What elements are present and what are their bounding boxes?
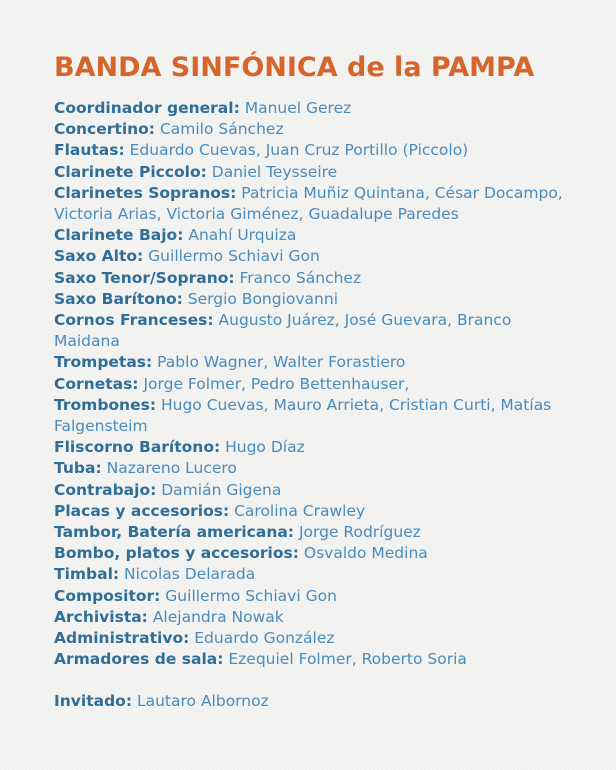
member-names: Lautaro Albornoz [136,692,269,711]
roster-entry [54,522,576,543]
member-names: Jorge Rodríguez [298,523,421,542]
roster-entry [54,564,576,585]
roster-entry [54,374,576,395]
roster-entry [54,437,576,458]
roster-entry [54,289,576,310]
role-label: Compositor: [54,586,161,605]
role-label: Invitado: [54,692,133,711]
role-label: Saxo Barítono: [54,289,183,308]
roster-entry [54,543,576,564]
member-names: Carolina Crawley [234,501,366,520]
role-label: Tambor, Batería americana: [54,523,295,542]
role-label: Tuba: [54,459,102,478]
role-label: Timbal: [54,565,120,584]
role-label: Cornos Franceses: [54,311,214,330]
member-names: Sergio Bongiovanni [187,289,339,308]
roster-entry [54,162,576,183]
role-label: Administrativo: [54,629,190,648]
role-label: Clarinete Bajo: [54,226,184,245]
roster-entry [54,119,576,140]
roster-entry [54,607,576,628]
spacer [54,670,576,691]
role-label: Flautas: [54,141,125,160]
member-names: Eduardo González [194,629,335,648]
member-names: Ezequiel Folmer, Roberto Soria [228,650,467,669]
member-names: Franco Sánchez [239,268,362,287]
roster-entry [54,246,576,267]
roster-list [54,98,576,713]
role-label: Trompetas: [54,353,153,372]
role-label: Coordinador general: [54,99,240,117]
guest-entry [54,691,576,712]
member-names: Anahí Urquiza [188,226,297,245]
roster-entry [54,480,576,501]
member-names: Eduardo Cuevas, Juan Cruz Portillo (Piccolo) [129,141,469,160]
role-label: Clarinete Piccolo: [54,162,207,181]
roster-entry [54,183,576,225]
roster-entry [54,649,576,670]
roster-entry [54,586,576,607]
page-title: BANDA SINFÓNICA de la PAMPA [54,52,535,83]
roster-entry [54,458,576,479]
roster-entry [54,395,576,437]
member-names: Guillermo Schiavi Gon [165,586,337,605]
roster-entry [54,140,576,161]
role-label: Clarinetes Sopranos: [54,183,237,202]
roster-entry [54,352,576,373]
member-names: Alejandra Nowak [152,607,284,626]
member-names: Guillermo Schiavi Gon [148,247,320,266]
roster-entry [54,310,576,352]
member-names: Daniel Teysseire [211,162,338,181]
role-label: Saxo Alto: [54,247,144,266]
member-names: Camilo Sánchez [159,120,284,139]
member-names: Damián Gigena [161,480,282,499]
member-names: Pablo Wagner, Walter Forastiero [157,353,406,372]
role-label: Bombo, platos y accesorios: [54,544,299,563]
member-names: Hugo Díaz [225,438,305,457]
role-label: Trombones: [54,395,157,414]
member-names: Augusto Juárez, José Guevara, Branco Maidana [54,311,512,351]
member-names: Manuel Gerez [244,99,352,117]
role-label: Contrabajo: [54,480,157,499]
member-names: Nazareno Lucero [106,459,237,478]
role-label: Armadores de sala: [54,650,224,669]
member-names: Nicolas Delarada [124,565,256,584]
member-names: Hugo Cuevas, Mauro Arrieta, Cristian Curti, Matías Falgensteim [54,395,552,436]
role-label: Concertino: [54,120,156,139]
roster-entry [54,225,576,246]
roster-entry [54,628,576,649]
role-label: Saxo Tenor/Soprano: [54,268,235,287]
role-label: Fliscorno Barítono: [54,438,221,457]
role-label: Placas y accesorios: [54,501,230,520]
roster-entry [54,268,576,289]
member-names: Jorge Folmer, Pedro Bettenhauser, [143,374,410,393]
role-label: Cornetas: [54,374,139,393]
member-names: Osvaldo Medina [303,544,428,563]
member-names: Patricia Muñiz Quintana, César Docampo, Victoria Arias, Victoria Giménez, Guadalupe Paredes [54,183,563,224]
role-label: Archivista: [54,607,148,626]
roster-entry [54,98,576,119]
roster-entry [54,501,576,522]
